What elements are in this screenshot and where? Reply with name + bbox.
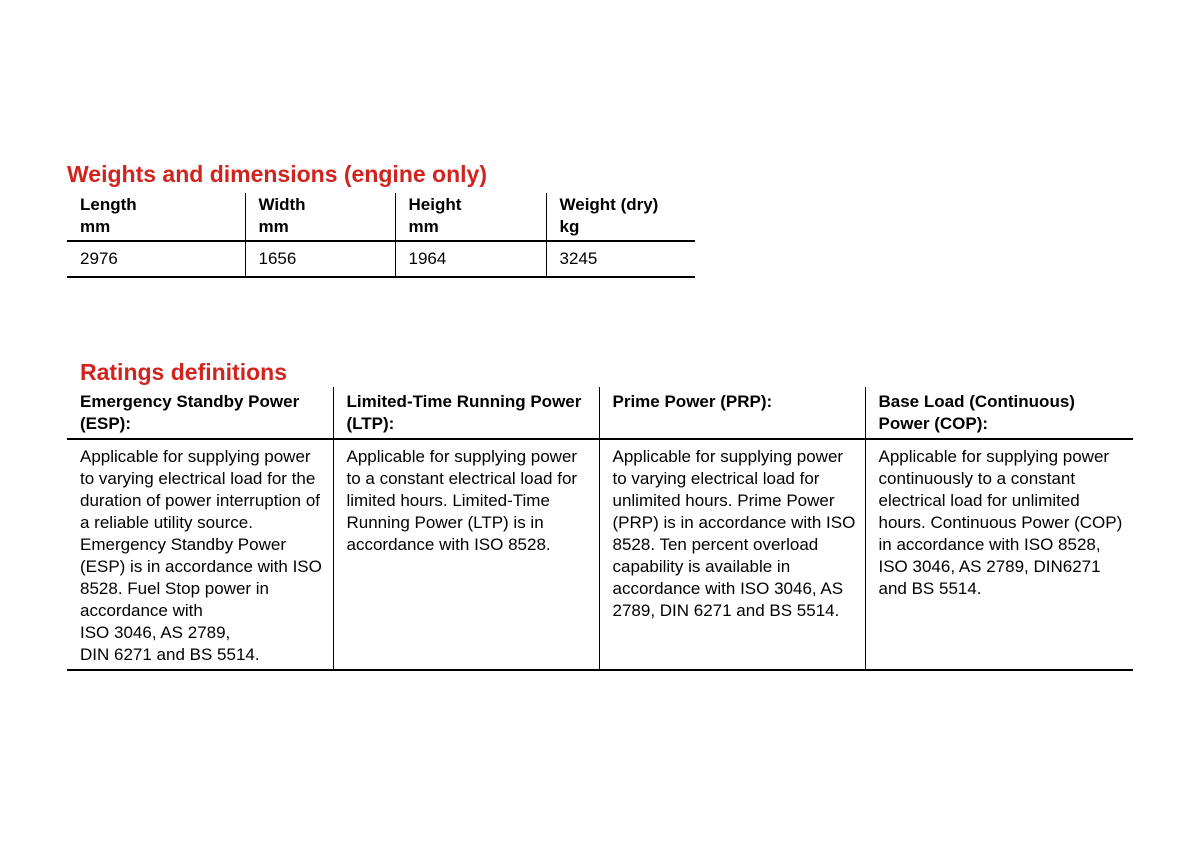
weight-value: 3245 <box>546 241 695 277</box>
height-header: Height mm <box>395 193 546 241</box>
ratings-definitions-table <box>67 387 1133 671</box>
ratings-header-row <box>67 387 1133 439</box>
weight-unit: kg <box>559 217 580 236</box>
width-header: Width mm <box>245 193 395 241</box>
esp-header: Emergency Standby Power (ESP): <box>67 387 333 439</box>
weights-dimensions-table <box>67 193 695 278</box>
width-unit: mm <box>258 217 289 236</box>
height-value: 1964 <box>395 241 546 277</box>
ratings-description-row <box>67 439 1133 670</box>
ratings-definitions-title: Ratings definitions <box>80 359 287 385</box>
cop-description: Applicable for supplying power continuously to a constant electrical load for unlimited hours. Continuous Power (COP) in accordance with ISO 8528, ISO 3046, AS 2789, DIN6271 and BS 5514. <box>865 439 1133 670</box>
length-header: Length mm <box>67 193 245 241</box>
cop-header: Base Load (Continuous) Power (COP): <box>865 387 1133 439</box>
prp-description: Applicable for supplying power to varying electrical load for unlimited hours. Prime Power (PRP) is in accordance with ISO 8528. Ten percent overload capability is available in accordance with ISO 3046, AS 2789, DIN 6271 and BS 5514. <box>599 439 865 670</box>
width-value: 1656 <box>245 241 395 277</box>
length-value: 2976 <box>67 241 245 277</box>
prp-header: Prime Power (PRP): <box>599 387 865 439</box>
ltp-description: Applicable for supplying power to a constant electrical load for limited hours. Limited-Time Running Power (LTP) is in accordance with ISO 8528. <box>333 439 599 670</box>
height-unit: mm <box>408 217 439 236</box>
weights-dimensions-title: Weights and dimensions (engine only) <box>67 161 487 187</box>
length-unit: mm <box>80 217 111 236</box>
ltp-header: Limited-Time Running Power (LTP): <box>333 387 599 439</box>
weights-value-row <box>67 241 695 277</box>
esp-description: Applicable for supplying power to varying electrical load for the duration of power interruption of a reliable utility source. Emergency Standby Power (ESP) is in accordance with ISO 8528. Fuel Stop power in accordance with ISO 3046, AS 2789, DIN 6271 and BS 5514. <box>67 439 333 670</box>
weights-header-row <box>67 193 695 241</box>
weight-header: Weight (dry) kg <box>546 193 695 241</box>
